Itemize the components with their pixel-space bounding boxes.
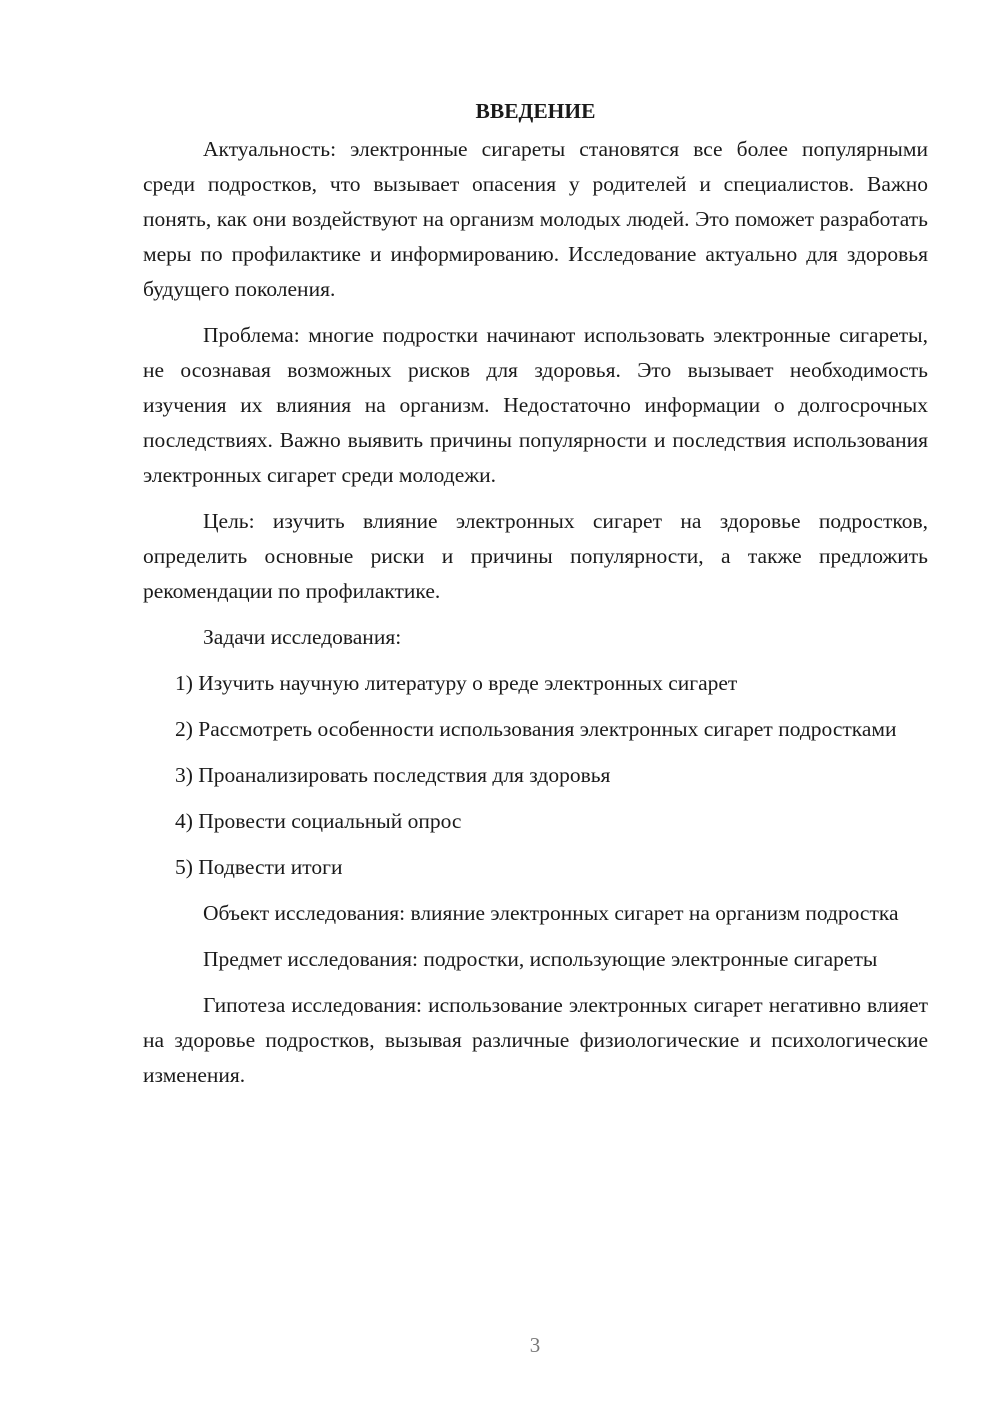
tasks-heading: Задачи исследования: xyxy=(203,625,402,649)
task-item-1: 1) Изучить научную литературу о вреде электронных сигарет xyxy=(175,671,738,695)
object-paragraph: Объект исследования: влияние электронных сигарет на организм подростка xyxy=(203,901,899,925)
relevance-paragraph: Актуальность: электронные сигареты становятся все более популярными среди подростков, что вызывает опасения у родителей и специалистов. Важно понять, как они воздействуют на организм молодых людей. Это поможет разработать меры по профилактике и информированию. Исследование актуально для здоровья будущего поколения. xyxy=(143,137,928,301)
task-item-3: 3) Проанализировать последствия для здоровья xyxy=(175,763,611,787)
page-title: ВВЕДЕНИЕ xyxy=(475,99,596,123)
hypothesis-paragraph: Гипотеза исследования: использование электронных сигарет негативно влияет на здоровье подростков, вызывая различные физиологические и психологические изменения. xyxy=(143,993,928,1087)
problem-paragraph: Проблема: многие подростки начинают использовать электронные сигареты, не осознавая возможных рисков для здоровья. Это вызывает необходимость изучения их влияния на организм. Недостаточно информации о долгосрочных последствиях. Важно выявить причины популярности и последствия использования электронных сигарет среди молодежи. xyxy=(143,323,928,487)
task-item-4: 4) Провести социальный опрос xyxy=(175,809,462,833)
goal-paragraph: Цель: изучить влияние электронных сигарет на здоровье подростков, определить основные риски и причины популярности, а также предложить рекомендации по профилактике. xyxy=(143,509,928,603)
task-item-2: 2) Рассмотреть особенности использования электронных сигарет подростками xyxy=(175,717,897,741)
document-page xyxy=(143,96,928,1104)
page-number: 3 xyxy=(529,1333,541,1357)
task-item-5: 5) Подвести итоги xyxy=(175,855,343,879)
subject-paragraph: Предмет исследования: подростки, использующие электронные сигареты xyxy=(203,947,878,971)
